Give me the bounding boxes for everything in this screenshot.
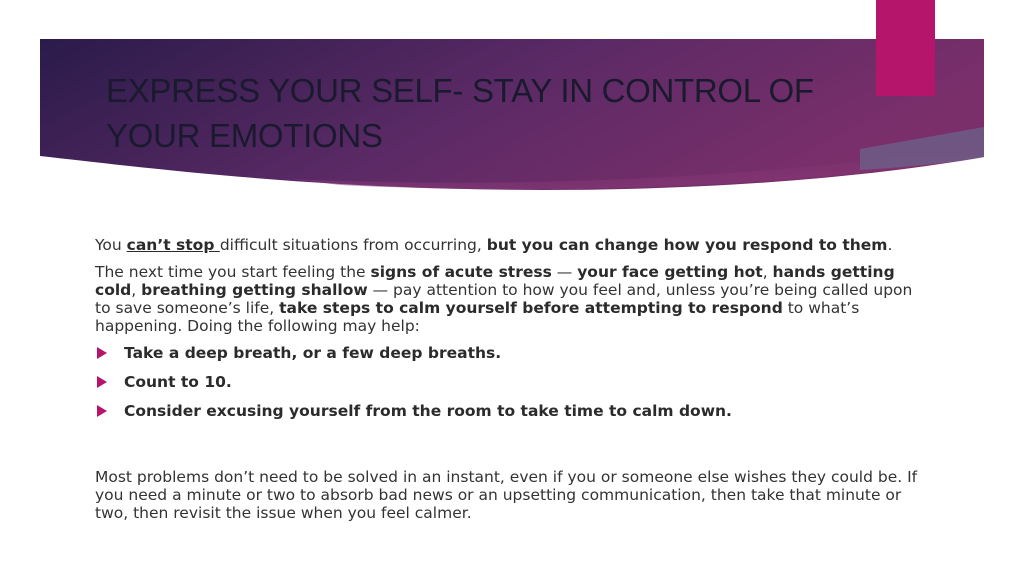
list-item: Take a deep breath, or a few deep breaths. <box>95 344 925 362</box>
emphasis-signs-stress: signs of acute stress <box>370 263 552 281</box>
closing-paragraph: Most problems don’t need to be solved in an instant, even if you or someone else wishes they could be. If you need a minute or two to absorb bad news or an upsetting communication, then take that minute or two, then revisit the issue when you feel calmer. <box>95 468 918 522</box>
emphasis-cant-stop: can’t stop <box>126 236 220 254</box>
emphasis-breathing-shallow: breathing getting shallow <box>141 281 368 299</box>
triangle-bullet-icon <box>97 405 107 417</box>
slide-body <box>95 236 925 431</box>
emphasis-calm-steps: take steps to calm yourself before attempting to respond <box>279 299 783 317</box>
emphasis-change-response: but you can change how you respond to them <box>486 236 888 254</box>
bullet-list <box>95 344 925 420</box>
triangle-bullet-icon <box>97 347 107 359</box>
paragraph-2: The next time you start feeling the signs of acute stress — your face getting hot, hands getting cold, breathing getting shallow — pay attention to how you feel and, unless you’re being called upon to save someone’s life, take steps to calm yourself before attempting to respond to what’s happening. Doing the following may help: <box>95 263 913 335</box>
slide-title: EXPRESS YOUR SELF- STAY IN CONTROL OF YOUR EMOTIONS <box>106 72 814 154</box>
emphasis-face-hot: your face getting hot <box>577 263 763 281</box>
list-item: Consider excusing yourself from the room to take time to calm down. <box>95 402 925 420</box>
list-item: Count to 10. <box>95 373 925 391</box>
emphasis-hands-cold: hands getting cold <box>95 263 895 299</box>
accent-tab <box>876 0 935 96</box>
triangle-bullet-icon <box>97 376 107 388</box>
paragraph-1: You can’t stop difficult situations from occurring, but you can change how you respond to them. <box>95 236 893 254</box>
